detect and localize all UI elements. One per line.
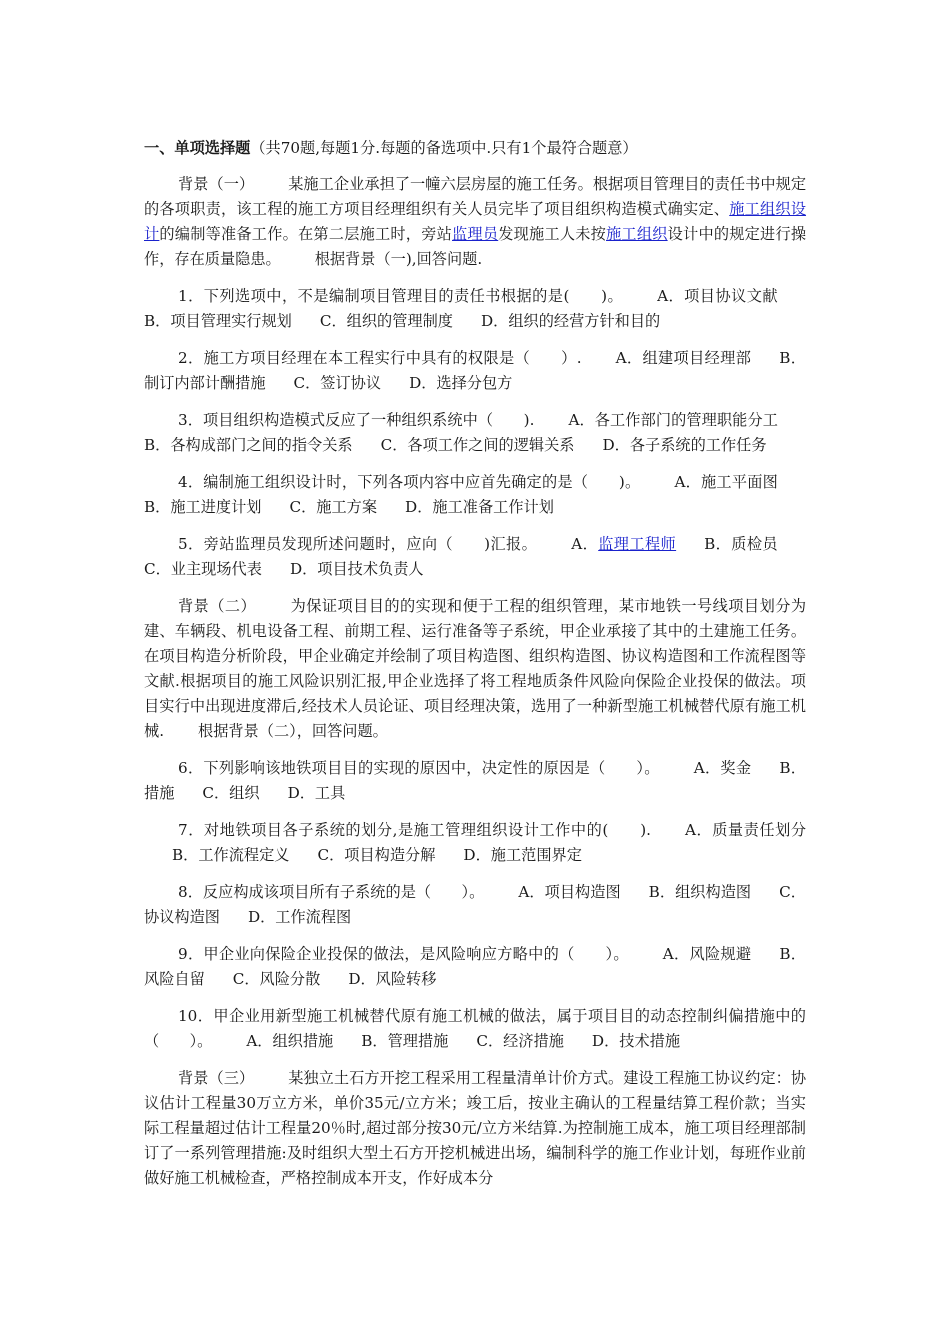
option-b: B．质检员: [704, 535, 779, 553]
option-c: C．业主现场代表: [144, 560, 262, 578]
background-prompt: 根据背景（二），回答问题。: [198, 722, 388, 740]
question-3: [144, 408, 806, 458]
option-c: C．签订协议: [293, 374, 382, 392]
option-c: C．风险分散: [232, 970, 321, 988]
option-b: B．施工进度计划: [144, 498, 262, 516]
section-heading: [144, 136, 806, 161]
option-b: B．组织构造图: [648, 883, 752, 901]
link-supervisor[interactable]: 监理员: [452, 225, 499, 243]
background-1: [144, 172, 806, 272]
background-text: 某独立土石方开挖工程采用工程量清单计价方式。建设工程施工协议约定：协议估计工程量30万立方米，单价35元/立方米；竣工后，按业主确认的工程量结算工程价款；当实际工程量超过估计工程量20％时,超过部分按30元/立方米结算.为控制施工成本，施工项目经理部制订了一系列管理措施:及时组织大型土石方开挖机械进出场，编制科学的施工作业计划，每班作业前做好施工机械检查，严格控制成本开支，作好成本分: [144, 1069, 807, 1187]
option-b: B．风险自留: [144, 945, 806, 988]
option-b: B．制订内部计酬措施: [144, 349, 806, 392]
option-b: B．工作流程定义: [172, 846, 290, 864]
link-supervising-engineer[interactable]: 监理工程师: [598, 535, 677, 553]
background-2: [144, 594, 806, 744]
question-10: [144, 1004, 806, 1054]
background-text: 设计中的规定进行操作，存在质量隐患。: [144, 225, 807, 268]
option-b: B．项目管理实行规划: [144, 312, 292, 330]
question-stem: 9．甲企业向保险企业投保的做法，是风险响应方略中的（ ）。: [178, 945, 629, 963]
option-a: A．施工平面图: [674, 473, 778, 491]
option-b: B．措施: [144, 759, 806, 802]
option-a: A．组建项目经理部: [615, 349, 752, 367]
option-a: A．奖金: [693, 759, 752, 777]
background-text: 为保证项目目的的实现和便于工程的组织管理，某市地铁一号线项目划分为建、车辆段、机电设备工程、前期工程、运行准备等子系统，甲企业承接了其中的土建施工任务。在项目构造分析阶段，甲企业确定并绘制了项目构造图、组织构造图、协议构造图和工作流程图等文献.根据项目的施工风险识别汇报,甲企业选择了将工程地质条件风险向保险企业投保的做法。项目实行中出现进度滞后,经技术人员论证、项目经理决策，选用了一种新型施工机械替代原有施工机械.: [144, 597, 807, 740]
option-a: A．项目构造图: [518, 883, 621, 901]
background-text: 某施工企业承担了一幢六层房屋的施工任务。根据项目管理目的责任书中规定的各项职责，该工程的施工方项目经理组织有关人员完毕了项目组织构造模式确实定、: [144, 175, 807, 218]
background-text: 的编制等准备工作。在第二层施工时，旁站: [159, 225, 453, 243]
question-8: [144, 880, 806, 930]
option-d: D．各子系统的工作任务: [602, 436, 767, 454]
option-d: D．风险转移: [348, 970, 437, 988]
option-c: C．各项工作之间的逻辑关系: [380, 436, 575, 454]
question-9: [144, 942, 806, 992]
option-c: C．协议构造图: [144, 883, 806, 926]
option-d: D．工作流程图: [247, 908, 352, 926]
option-a: A．组织措施: [246, 1032, 334, 1050]
section-title: 一、单项选择题: [144, 139, 251, 157]
option-d: D．施工准备工作计划: [405, 498, 554, 516]
option-a: A．各工作部门的管理职能分工: [568, 411, 778, 429]
question-1: [144, 284, 806, 334]
background-label: 背景（三）: [178, 1069, 255, 1087]
question-5: [144, 532, 806, 582]
option-c: C．组织的管理制度: [319, 312, 453, 330]
option-d: D．项目技术负责人: [289, 560, 424, 578]
question-7: [144, 818, 806, 868]
question-stem: 6．下列影响该地铁项目目的实现的原因中，决定性的原因是（ ）。: [178, 759, 660, 777]
background-prompt: 根据背景（一),回答问题.: [314, 250, 483, 268]
background-label: 背景（一）: [178, 175, 255, 193]
section-note: （共70题,每题1分.每题的备选项中.只有1个最符合题意）: [250, 139, 638, 157]
option-d: D．技术措施: [591, 1032, 681, 1050]
option-a: A．: [571, 535, 599, 553]
option-a: A．质量责任划分: [684, 821, 807, 839]
option-c: C．项目构造分解: [317, 846, 436, 864]
background-label: 背景（二）: [178, 597, 257, 615]
option-d: D．施工范围界定: [463, 846, 582, 864]
question-6: [144, 756, 806, 806]
option-c: C．经济措施: [476, 1032, 564, 1050]
option-c: C．组织: [202, 784, 260, 802]
question-4: [144, 470, 806, 520]
background-3: [144, 1066, 806, 1191]
option-d: D．组织的经营方针和目的: [480, 312, 661, 330]
question-stem: 2．施工方项目经理在本工程实行中具有的权限是（ ）.: [178, 349, 582, 367]
link-construction-org[interactable]: 施工组织: [606, 225, 668, 243]
document-body: [144, 136, 806, 1203]
question-2: [144, 346, 806, 396]
question-stem: 10．甲企业用新型施工机械替代原有施工机械的做法，属于项目目的动态控制纠偏措施中的（ ）。: [144, 1007, 806, 1050]
option-a: A．项目协议文献: [657, 287, 778, 305]
question-stem: 4．编制施工组织设计时，下列各项内容中应首先确定的是（ )。: [178, 473, 641, 491]
link-construction-design[interactable]: 施工组织设计: [144, 200, 807, 243]
option-d: D．选择分包方: [409, 374, 513, 392]
question-stem: 5．旁站监理员发现所述问题时，应向（ )汇报。: [178, 535, 538, 553]
question-stem: 3．项目组织构造模式反应了一种组织系统中（ ).: [178, 411, 535, 429]
option-d: D．工具: [287, 784, 346, 802]
option-a: A．风险规避: [662, 945, 752, 963]
option-b: B．管理措施: [361, 1032, 449, 1050]
background-text: 发现施工人未按: [498, 225, 607, 243]
option-b: B．各构成部门之间的指令关系: [144, 436, 353, 454]
option-c: C．施工方案: [289, 498, 378, 516]
question-stem: 8．反应构成该项目所有子系统的是（ ）。: [178, 883, 485, 901]
question-stem: 7．对地铁项目各子系统的划分,是施工管理组织设计工作中的( ).: [178, 821, 651, 839]
question-stem: 1．下列选项中，不是编制项目管理目的责任书根据的是( )。: [178, 287, 624, 305]
